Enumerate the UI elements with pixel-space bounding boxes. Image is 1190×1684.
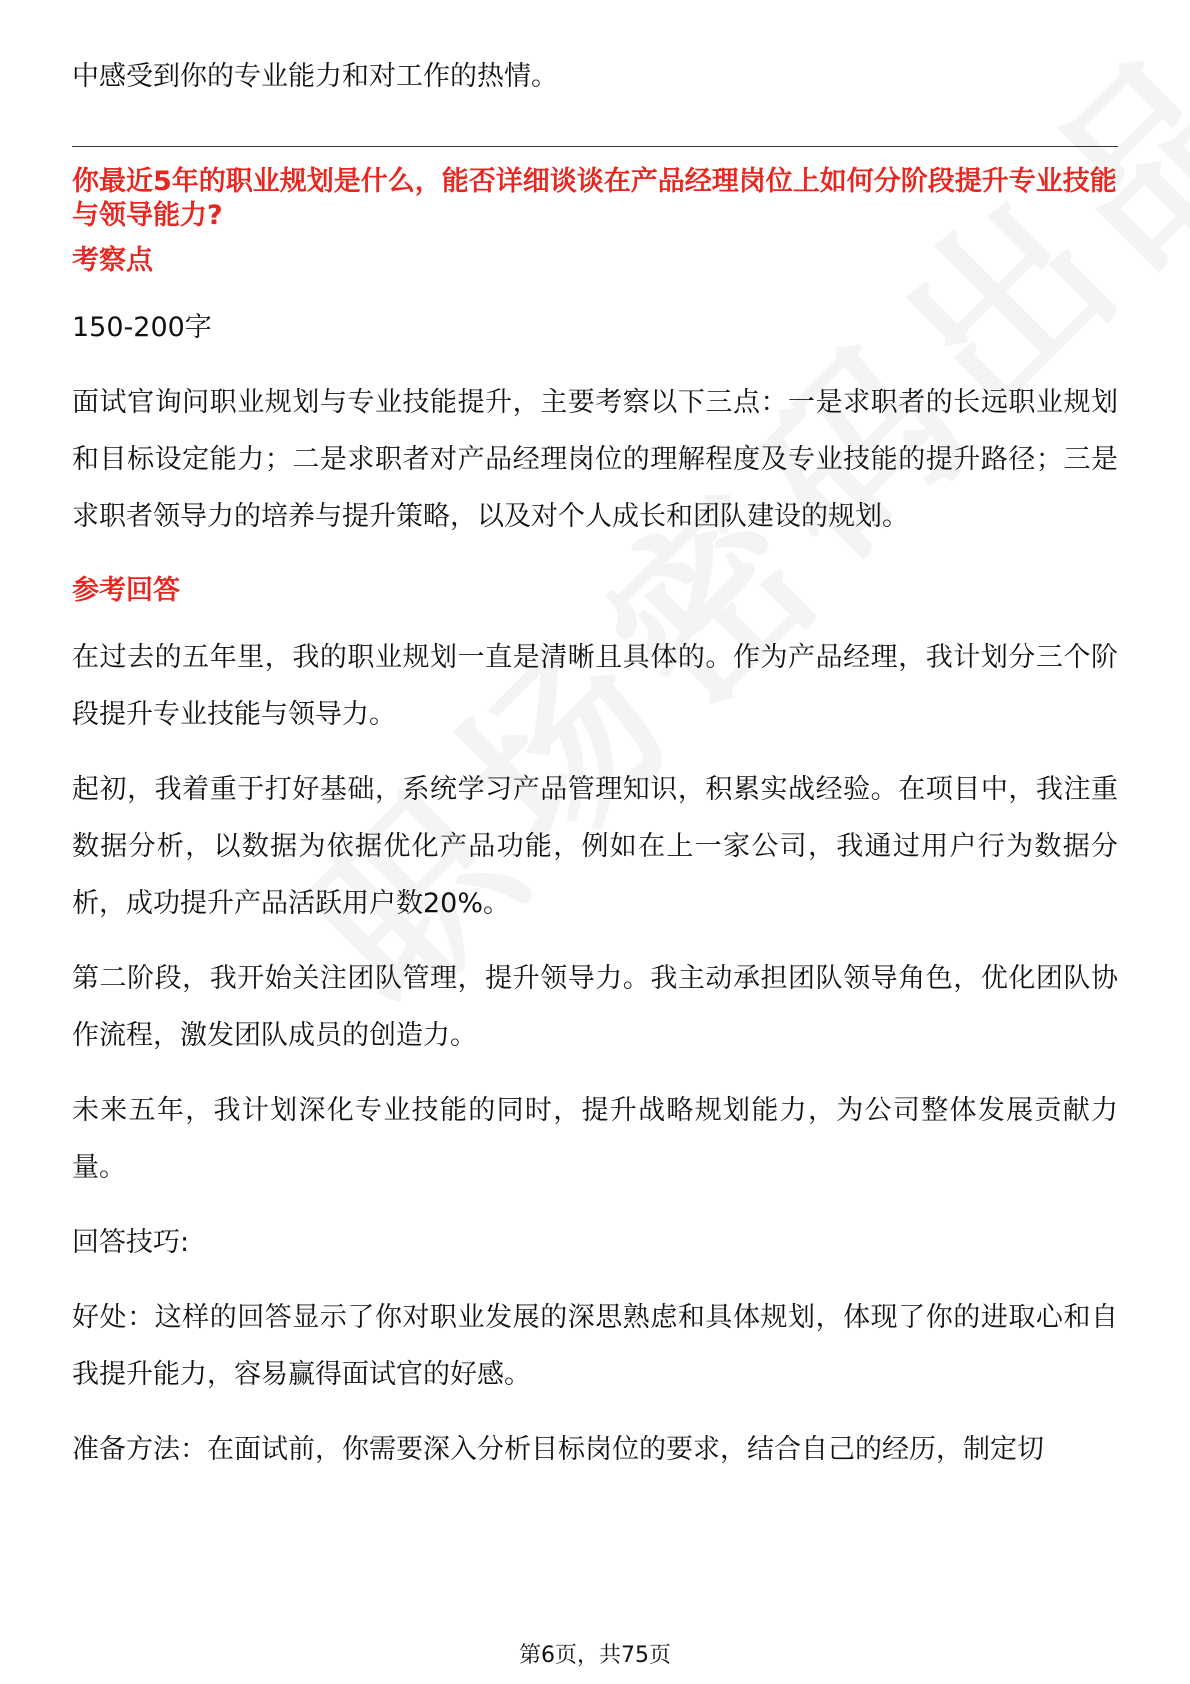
assessment-text: 面试官询问职业规划与专业技能提升，主要考察以下三点：一是求职者的长远职业规划和目标设定能力；二是求职者对产品经理岗位的理解程度及专业技能的提升路径；三是求职者领导力的培养与提升策略，以及对个人成长和团队建设的规划。 [72, 387, 1118, 532]
tips-benefit: 好处：这样的回答显示了你对职业发展的深思熟虑和具体规划，体现了你的进取心和自我提升能力，容易赢得面试官的好感。 [72, 1302, 1118, 1390]
interview-question: 你最近5年的职业规划是什么，能否详细谈谈在产品经理岗位上如何分阶段提升专业技能与领导能力? [72, 166, 1117, 231]
assessment-heading: 考察点 [72, 245, 153, 276]
answer-paragraph: 在过去的五年里，我的职业规划一直是清晰且具体的。作为产品经理，我计划分三个阶段提升专业技能与领导力。 [72, 642, 1118, 730]
tips-heading: 回答技巧: [72, 1227, 190, 1258]
answer-paragraph: 未来五年，我计划深化专业技能的同时，提升战略规划能力，为公司整体发展贡献力量。 [72, 1095, 1118, 1183]
page-content [72, 48, 1118, 1478]
previous-answer-tail: 中感受到你的专业能力和对工作的热情。 [72, 61, 558, 92]
tips-preparation: 准备方法：在面试前，你需要深入分析目标岗位的要求，结合自己的经历，制定切 [72, 1434, 1044, 1465]
section-divider [72, 146, 1118, 147]
page-number-footer: 第6页，共75页 [519, 1643, 671, 1668]
word-count: 150-200字 [72, 312, 212, 343]
answer-heading: 参考回答 [72, 575, 180, 606]
answer-paragraph: 起初，我着重于打好基础，系统学习产品管理知识，积累实战经验。在项目中，我注重数据分析，以数据为依据优化产品功能，例如在上一家公司，我通过用户行为数据分析，成功提升产品活跃用户数20%。 [72, 774, 1118, 919]
answer-paragraph: 第二阶段，我开始关注团队管理，提升领导力。我主动承担团队领导角色，优化团队协作流程，激发团队成员的创造力。 [72, 963, 1118, 1051]
